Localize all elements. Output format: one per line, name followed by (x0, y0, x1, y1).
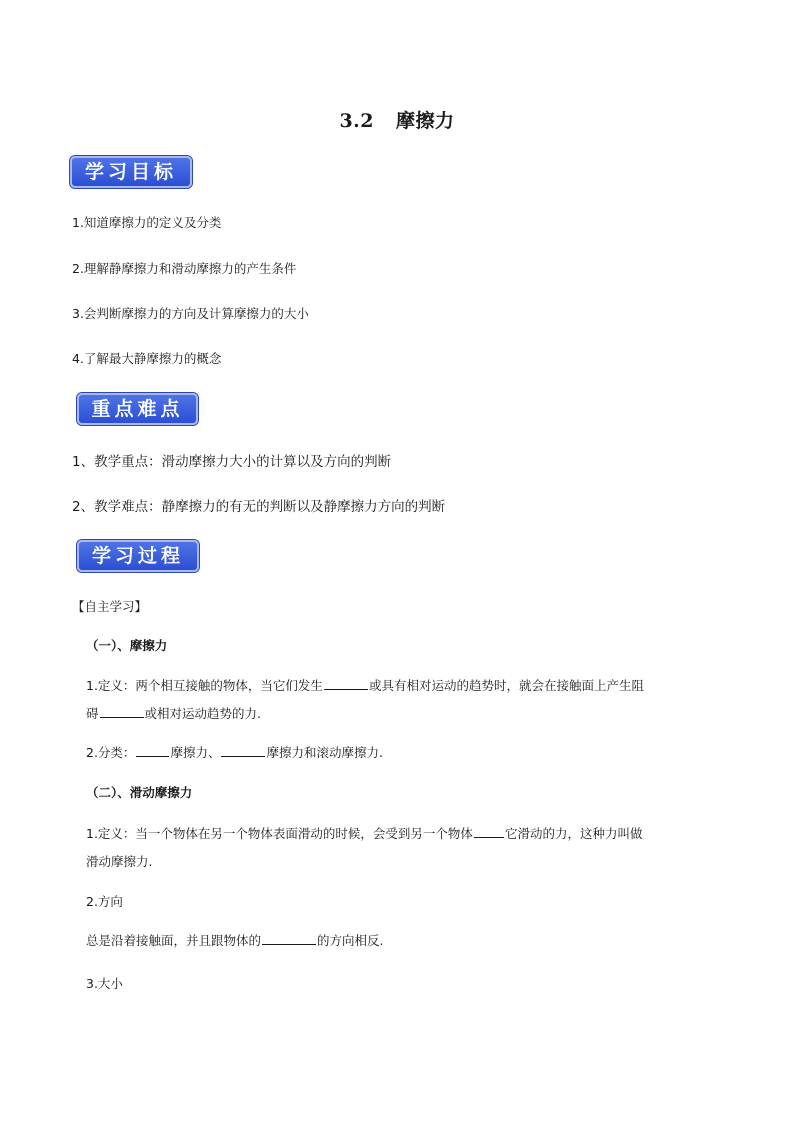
objective-item-3: 3.会判断摩擦力的方向及计算摩擦力的大小 (72, 306, 309, 321)
part2-direction-label: 2.方向 (86, 894, 123, 909)
key-point-item-1: 1、教学重点：滑动摩擦力大小的计算以及方向的判断 (72, 454, 392, 470)
fill-blank (221, 744, 265, 757)
fill-blank (324, 677, 368, 690)
objective-item-1: 1.知道摩擦力的定义及分类 (72, 215, 222, 230)
objective-item-2: 2.理解静摩擦力和滑动摩擦力的产生条件 (72, 261, 297, 276)
section-number: 3.2 (339, 110, 375, 132)
fill-blank (474, 825, 504, 838)
part2-heading: （二）、滑动摩擦力 (86, 785, 193, 800)
part2-definition-line1: 1.定义：当一个物体在另一个物体表面滑动的时候，会受到另一个物体 它滑动的力，这种力叫做 (86, 826, 643, 841)
objective-item-4: 4.了解最大静摩擦力的概念 (72, 351, 222, 366)
fill-blank (262, 932, 316, 945)
part1-heading: （一）、摩擦力 (86, 638, 168, 653)
self-study-label: 【自主学习】 (72, 599, 148, 614)
part1-definition-line1: 1.定义：两个相互接触的物体，当它们发生 或具有相对运动的趋势时，就会在接触面上产生阻 (86, 678, 644, 693)
fill-blank (100, 705, 144, 718)
process-badge: 学习过程 (77, 540, 199, 572)
key-point-item-2: 2、教学难点：静摩擦力的有无的判断以及静摩擦力方向的判断 (72, 499, 446, 515)
title-text: 摩擦力 (396, 110, 455, 132)
page-title (0, 106, 794, 133)
objectives-badge: 学习目标 (70, 156, 192, 188)
part2-definition-line2: 滑动摩擦力. (86, 854, 153, 869)
fill-blank (136, 744, 169, 757)
part2-direction-text: 总是沿着接触面，并且跟物体的 的方向相反. (86, 933, 384, 948)
part1-definition-line2: 碍 或相对运动趋势的力. (86, 706, 261, 721)
key-points-badge: 重点难点 (77, 393, 198, 425)
part2-size-label: 3.大小 (86, 976, 123, 991)
part1-classification: 2.分类： 摩擦力、 摩擦力和滚动摩擦力. (86, 745, 383, 760)
